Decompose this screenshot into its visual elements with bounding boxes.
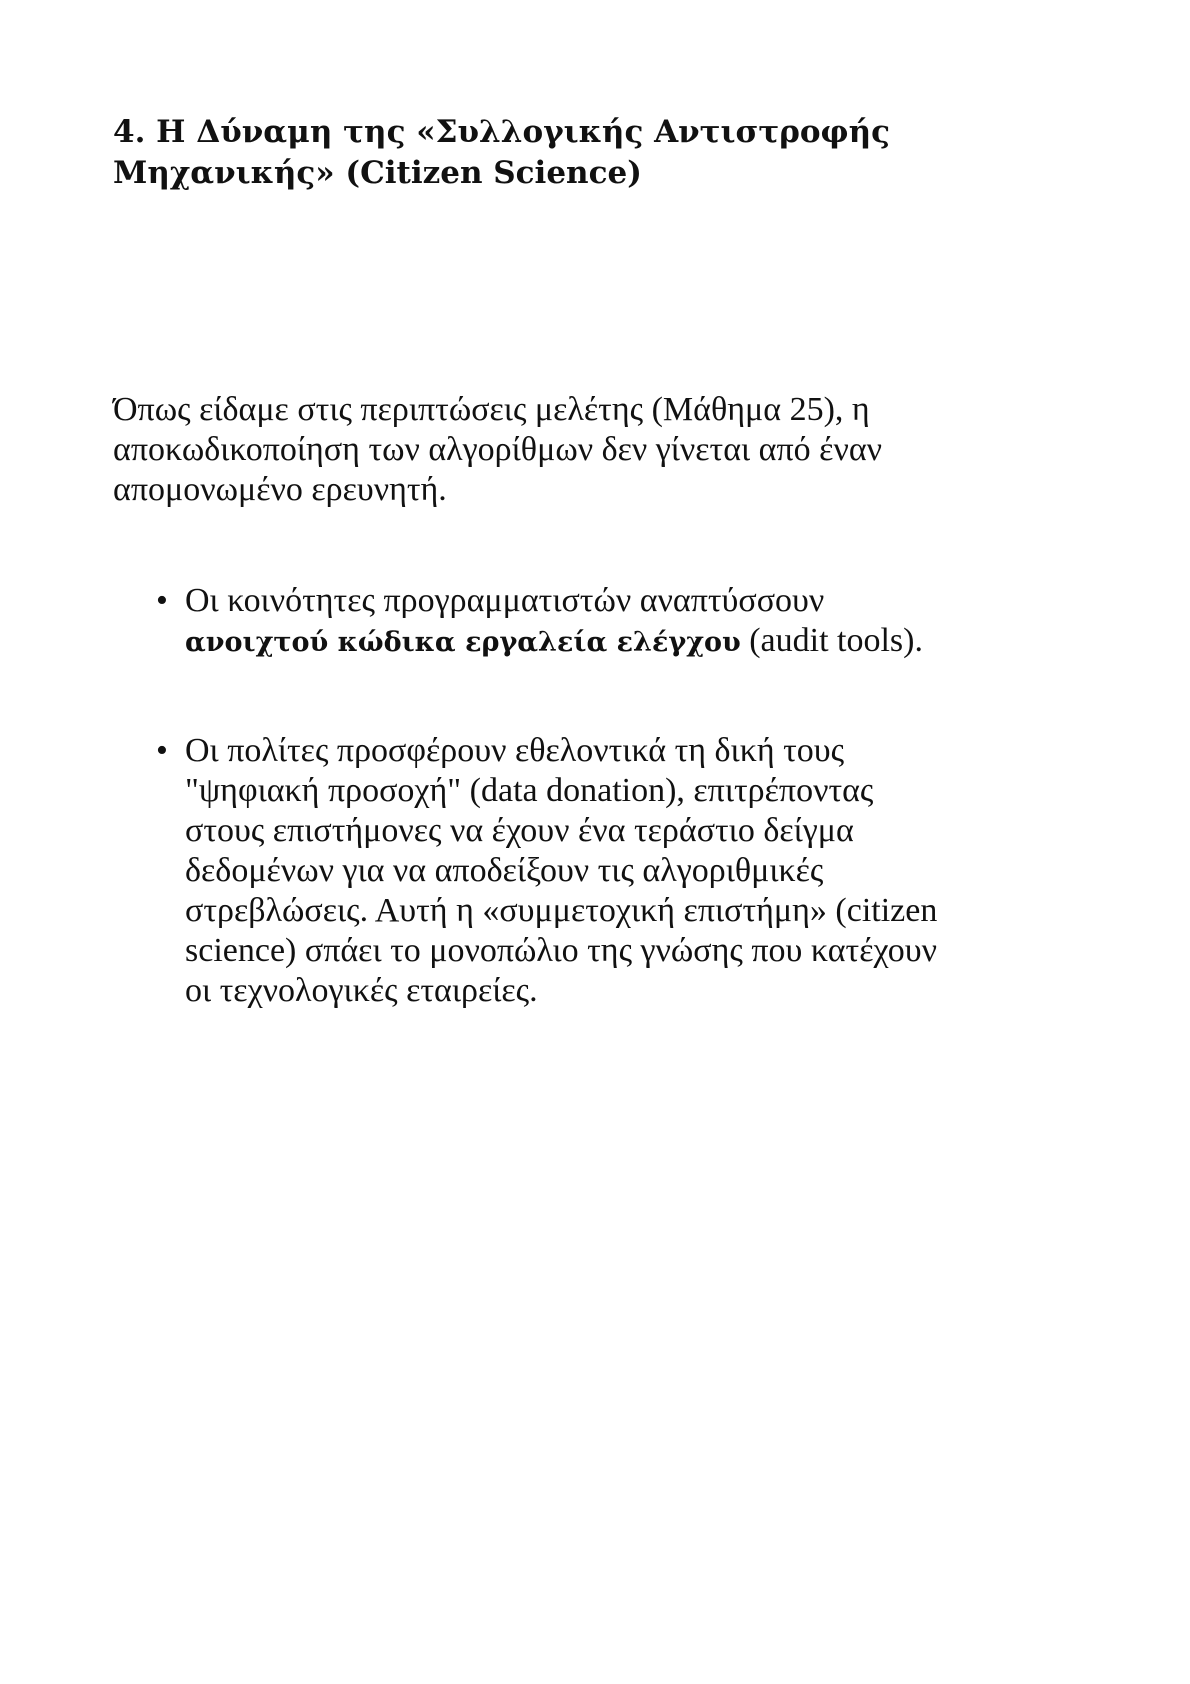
bullet-1-rest-text: (audit tools).: [740, 622, 923, 659]
list-item: [156, 731, 1085, 1011]
bullet-marker: •: [156, 732, 168, 769]
bullet-marker: •: [156, 582, 168, 619]
bullet-2-line-6: science) σπάει το μονοπώλιο της γνώσης που κατέχουν: [185, 932, 938, 969]
bullet-2-line-2: "ψηφιακή προσοχή" (data donation), επιτρέποντας: [185, 772, 874, 809]
bullet-2-line-3: στους επιστήμονες να έχουν ένα τεράστιο δείγμα: [185, 812, 854, 849]
heading-line-2: Μηχανικής» (Citizen Science): [113, 155, 642, 191]
section-heading: [113, 112, 1013, 194]
bullet-1-line-1: Οι κοινότητες προγραμματιστών αναπτύσσουν: [185, 582, 825, 619]
bullet-2-line-7: οι τεχνολογικές εταιρείες.: [185, 972, 538, 1009]
intro-line-3: απομονωμένο ερευνητή.: [113, 471, 447, 508]
heading-line-1: 4. Η Δύναμη της «Συλλογικής Αντιστροφής: [113, 114, 890, 150]
intro-line-2: αποκωδικοποίηση των αλγορίθμων δεν γίνεται από έναν: [113, 431, 883, 468]
intro-paragraph: [113, 390, 1073, 510]
list-item: [156, 581, 1085, 663]
intro-line-1: Όπως είδαμε στις περιπτώσεις μελέτης (Μάθημα 25), η: [113, 391, 870, 428]
bullet-2-line-1: Οι πολίτες προσφέρουν εθελοντικά τη δική τους: [185, 732, 845, 769]
bullet-2-line-4: δεδομένων για να αποδείξουν τις αλγοριθμικές: [185, 852, 824, 889]
bullet-1-bold-text: ανοιχτού κώδικα εργαλεία ελέγχου: [185, 627, 741, 658]
bullet-2-line-5: στρεβλώσεις. Αυτή η «συμμετοχική επιστήμη» (citizen: [185, 892, 938, 929]
